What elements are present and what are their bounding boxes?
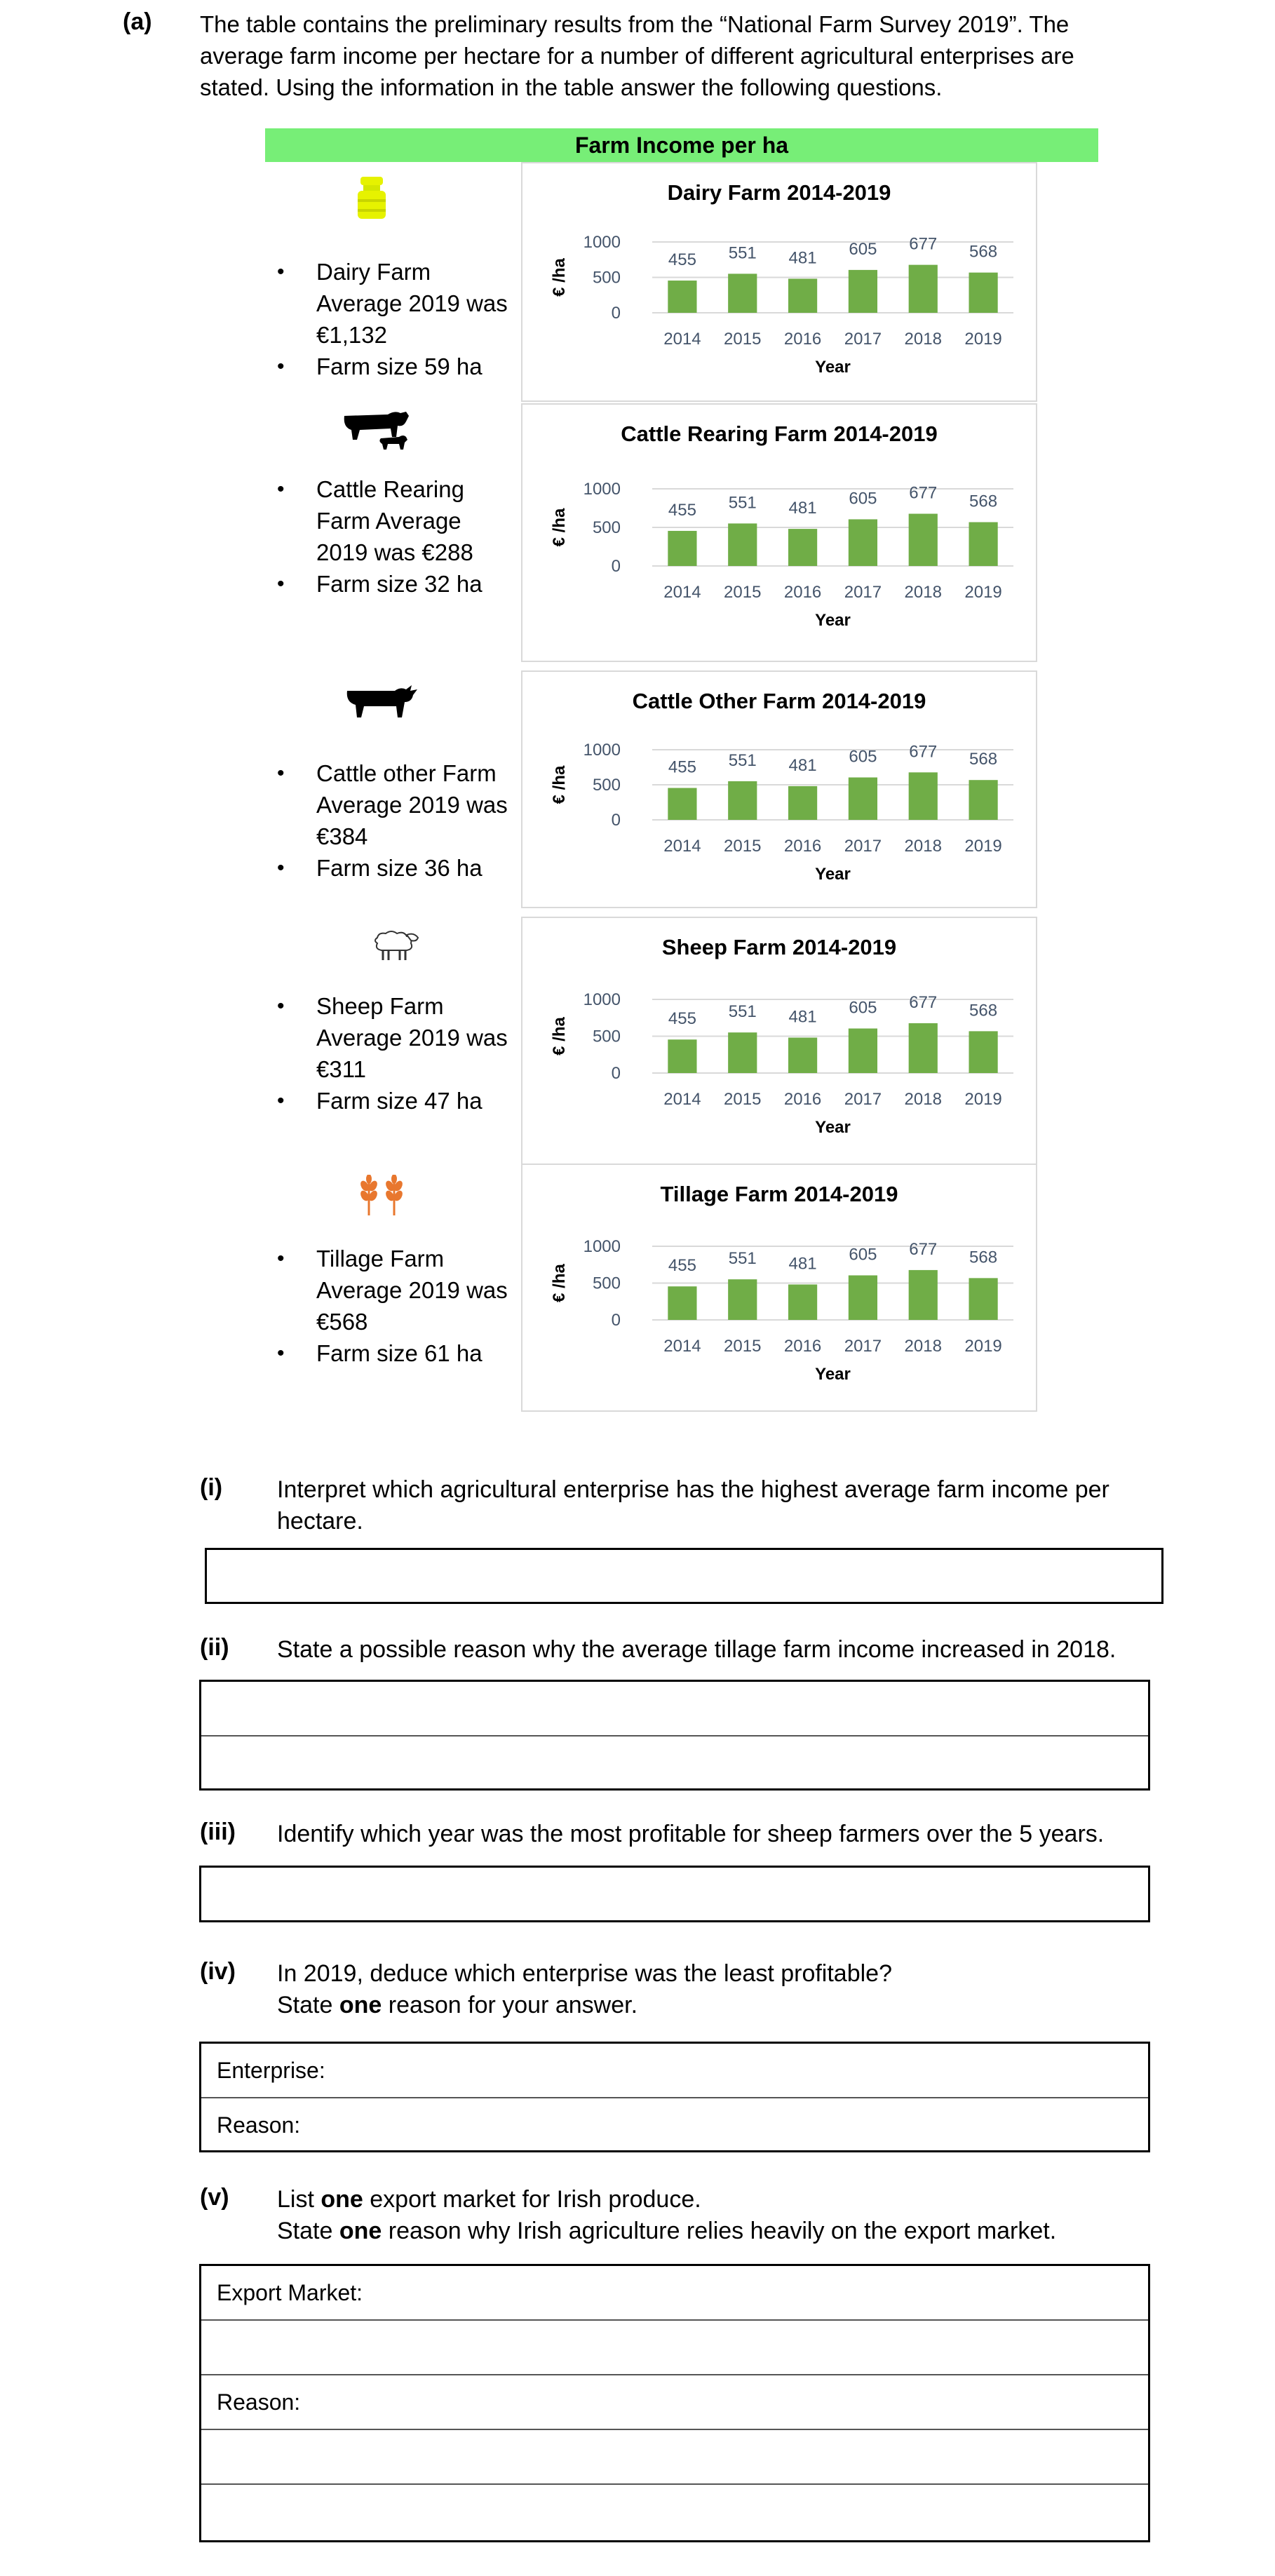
x-tick-label: 2018 (904, 1090, 942, 1109)
bar-chart-cattle-rearing (522, 405, 1036, 661)
farm-bullets-tillage (277, 1243, 515, 1369)
y-tick-label: 0 (611, 304, 621, 323)
part-iii-text: Identify which year was the most profitable for sheep farmers over the 5 years. (277, 1821, 1105, 1847)
y-tick-label: 1000 (583, 1237, 621, 1256)
chart-panel-dairy (521, 162, 1037, 402)
bar (728, 781, 757, 820)
part-v-label: (v) (200, 2184, 229, 2211)
farm-bullets-cattle-rearing (277, 473, 515, 600)
chart-panel-cattle-rearing (521, 403, 1037, 662)
farm-average: • Sheep Farm Average 2019 was €311 (277, 990, 515, 1085)
part-iv-text (277, 1958, 1189, 2021)
bar (728, 1032, 757, 1073)
y-tick-label: 1000 (583, 990, 621, 1009)
farm-size: • Farm size 32 ha (277, 568, 515, 600)
y-tick-label: 1000 (583, 480, 621, 499)
part-ii-label: (ii) (200, 1634, 229, 1661)
x-axis-label: Year (815, 865, 851, 884)
data-label: 677 (909, 483, 938, 503)
x-tick-label: 2015 (724, 1337, 762, 1356)
chart-title: Cattle Other Farm 2014-2019 (632, 689, 926, 713)
bull-icon (344, 684, 421, 720)
bar (849, 519, 877, 566)
chart-title: Cattle Rearing Farm 2014-2019 (621, 422, 938, 446)
data-label: 481 (788, 1007, 817, 1027)
x-tick-label: 2016 (783, 583, 822, 602)
y-axis-label: € /ha (550, 1017, 569, 1056)
data-label: 677 (909, 742, 938, 762)
x-axis-label: Year (815, 1118, 851, 1137)
data-label: 605 (849, 239, 877, 259)
x-tick-label: 2017 (844, 583, 882, 602)
x-tick-label: 2014 (663, 1090, 701, 1109)
reason-field[interactable]: Reason: (201, 2375, 1148, 2430)
data-label: 605 (849, 998, 877, 1018)
farm-bullets-sheep (277, 990, 515, 1117)
part-i-text: Interpret which agricultural enterprise has the highest average farm income per hectare. (277, 1476, 1109, 1535)
bar (849, 778, 877, 821)
export-market-field[interactable]: Export Market: (201, 2266, 1148, 2321)
farm-size: • Farm size 59 ha (277, 351, 515, 382)
bar (969, 1031, 997, 1073)
x-tick-label: 2018 (904, 330, 942, 349)
x-tick-label: 2019 (964, 837, 1002, 856)
bar (788, 278, 817, 313)
data-label: 568 (969, 1001, 998, 1020)
answer-line[interactable] (201, 1737, 1148, 1791)
x-tick-label: 2017 (844, 1337, 882, 1356)
bar (849, 270, 877, 313)
part-v-text (277, 2184, 1189, 2247)
answer-line[interactable] (201, 2485, 1148, 2540)
data-label: 455 (668, 250, 696, 270)
data-label: 605 (849, 489, 877, 508)
chart-panel-tillage (521, 1164, 1037, 1412)
x-tick-label: 2015 (724, 1090, 762, 1109)
x-tick-label: 2015 (724, 837, 762, 856)
data-label: 677 (909, 234, 938, 254)
bar-chart-dairy (522, 163, 1036, 400)
x-tick-label: 2017 (844, 330, 882, 349)
y-axis-label: € /ha (550, 258, 569, 297)
x-tick-label: 2019 (964, 583, 1002, 602)
bar (969, 1278, 997, 1320)
y-tick-label: 1000 (583, 741, 621, 760)
bar (849, 1028, 877, 1073)
y-tick-label: 0 (611, 1311, 621, 1330)
x-tick-label: 2017 (844, 837, 882, 856)
x-tick-label: 2018 (904, 583, 942, 602)
x-tick-label: 2019 (964, 1090, 1002, 1109)
part-v-line1: List one export market for Irish produce. (277, 2186, 701, 2213)
question-label: (a) (123, 8, 152, 35)
x-tick-label: 2019 (964, 330, 1002, 349)
farm-average: • Cattle Rearing Farm Average 2019 was €288 (277, 473, 515, 568)
x-tick-label: 2018 (904, 837, 942, 856)
part-ii-text: State a possible reason why the average tillage farm income increased in 2018. (277, 1636, 1117, 1663)
data-label: 551 (728, 243, 757, 263)
x-tick-label: 2014 (663, 837, 701, 856)
x-tick-label: 2014 (663, 1337, 701, 1356)
bar (909, 265, 938, 313)
enterprise-field[interactable]: Enterprise: (201, 2044, 1148, 2098)
data-label: 677 (909, 1239, 938, 1259)
y-tick-label: 1000 (583, 233, 621, 252)
x-tick-label: 2018 (904, 1337, 942, 1356)
reason-field[interactable]: Reason: (217, 2112, 301, 2138)
farm-size: • Farm size 47 ha (277, 1085, 515, 1117)
data-label: 551 (728, 493, 757, 513)
y-tick-label: 500 (592, 1027, 621, 1046)
x-tick-label: 2015 (724, 583, 762, 602)
data-label: 455 (668, 500, 696, 520)
data-label: 551 (728, 1249, 757, 1269)
x-tick-label: 2015 (724, 330, 762, 349)
data-label: 605 (849, 747, 877, 767)
data-label: 605 (849, 1245, 877, 1265)
y-tick-label: 500 (592, 776, 621, 795)
chart-title: Dairy Farm 2014-2019 (667, 180, 891, 205)
bar (909, 514, 938, 566)
part-iv-line1: In 2019, deduce which enterprise was the least profitable? (277, 1960, 892, 1987)
farm-average: • Tillage Farm Average 2019 was €568 (277, 1243, 515, 1337)
bar (728, 523, 757, 566)
bar (969, 522, 997, 566)
part-v-line2: State one reason why Irish agriculture relies heavily on the export market. (277, 2218, 1057, 2244)
farm-size: • Farm size 61 ha (277, 1337, 515, 1369)
x-tick-label: 2014 (663, 583, 701, 602)
x-axis-label: Year (815, 611, 851, 630)
answer-line[interactable] (201, 2430, 1148, 2485)
data-label: 551 (728, 750, 757, 770)
bar (849, 1275, 877, 1320)
answer-box-ii[interactable] (199, 1680, 1150, 1791)
milk-churn-icon (351, 175, 393, 221)
bar-chart-tillage (522, 1165, 1036, 1410)
data-label: 568 (969, 750, 998, 769)
bar (668, 531, 696, 566)
table-header: Farm Income per ha (265, 128, 1098, 162)
y-axis-label: € /ha (550, 765, 569, 804)
sheep-icon (370, 928, 421, 963)
data-label: 481 (788, 248, 817, 268)
bar (788, 1037, 817, 1073)
data-label: 568 (969, 242, 998, 262)
answer-box-iii[interactable] (199, 1866, 1150, 1922)
x-axis-label: Year (815, 1365, 851, 1384)
data-label: 481 (788, 1254, 817, 1274)
x-tick-label: 2016 (783, 1337, 822, 1356)
bar (668, 1286, 696, 1320)
bar (969, 780, 997, 820)
wheat-icon (355, 1175, 411, 1217)
answer-box-i[interactable] (205, 1548, 1163, 1604)
x-tick-label: 2016 (783, 330, 822, 349)
part-iv-line2: State one reason for your answer. (277, 1992, 638, 2018)
bar (909, 1270, 938, 1320)
x-tick-label: 2016 (783, 837, 822, 856)
chart-title: Tillage Farm 2014-2019 (660, 1182, 898, 1206)
answer-line[interactable] (201, 1682, 1148, 1737)
y-tick-label: 0 (611, 811, 621, 830)
data-label: 455 (668, 1009, 696, 1029)
y-tick-label: 500 (592, 1274, 621, 1293)
bar (788, 529, 817, 566)
data-label: 455 (668, 757, 696, 777)
part-iii-label: (iii) (200, 1819, 236, 1845)
cow-and-calf-icon (339, 409, 416, 452)
data-label: 568 (969, 1248, 998, 1267)
farm-average: • Dairy Farm Average 2019 was €1,132 (277, 256, 515, 351)
data-label: 481 (788, 499, 817, 518)
y-tick-label: 0 (611, 1064, 621, 1083)
x-axis-label: Year (815, 358, 851, 377)
data-label: 481 (788, 755, 817, 775)
answer-box-v[interactable] (199, 2264, 1150, 2542)
bar (728, 1279, 757, 1320)
bar-chart-cattle-other (522, 672, 1036, 907)
x-tick-label: 2016 (783, 1090, 822, 1109)
bar-chart-sheep (522, 918, 1036, 1164)
farm-bullets-cattle-other (277, 757, 515, 884)
bar (909, 1023, 938, 1073)
data-label: 551 (728, 1002, 757, 1022)
part-i-label: (i) (200, 1474, 223, 1501)
farm-bullets-dairy (277, 256, 515, 382)
part-iv-label: (iv) (200, 1958, 236, 1985)
bar (909, 772, 938, 820)
y-tick-label: 500 (592, 518, 621, 537)
data-label: 568 (969, 492, 998, 511)
bar (668, 281, 696, 313)
bar (728, 274, 757, 313)
farm-size: • Farm size 36 ha (277, 852, 515, 884)
chart-panel-sheep (521, 917, 1037, 1165)
x-tick-label: 2019 (964, 1337, 1002, 1356)
bar (668, 788, 696, 821)
y-axis-label: € /ha (550, 1264, 569, 1302)
bar (788, 1284, 817, 1320)
x-tick-label: 2017 (844, 1090, 882, 1109)
bar (788, 786, 817, 820)
bar (969, 273, 997, 313)
bar (668, 1039, 696, 1073)
answer-line[interactable] (201, 2321, 1148, 2375)
chart-panel-cattle-other (521, 670, 1037, 908)
data-label: 455 (668, 1256, 696, 1276)
data-label: 677 (909, 992, 938, 1012)
farm-average: • Cattle other Farm Average 2019 was €384 (277, 757, 515, 852)
answer-box-iv[interactable] (199, 2042, 1150, 2152)
y-tick-label: 0 (611, 557, 621, 576)
y-axis-label: € /ha (550, 508, 569, 547)
question-intro: The table contains the preliminary results from the “National Farm Survey 2019”. The average farm income per hectare for a number of different agricultural enterprises are stated. Using the information in the table answer the following questions. (200, 11, 1074, 100)
y-tick-label: 500 (592, 268, 621, 288)
chart-title: Sheep Farm 2014-2019 (661, 935, 897, 959)
x-tick-label: 2014 (663, 330, 701, 349)
